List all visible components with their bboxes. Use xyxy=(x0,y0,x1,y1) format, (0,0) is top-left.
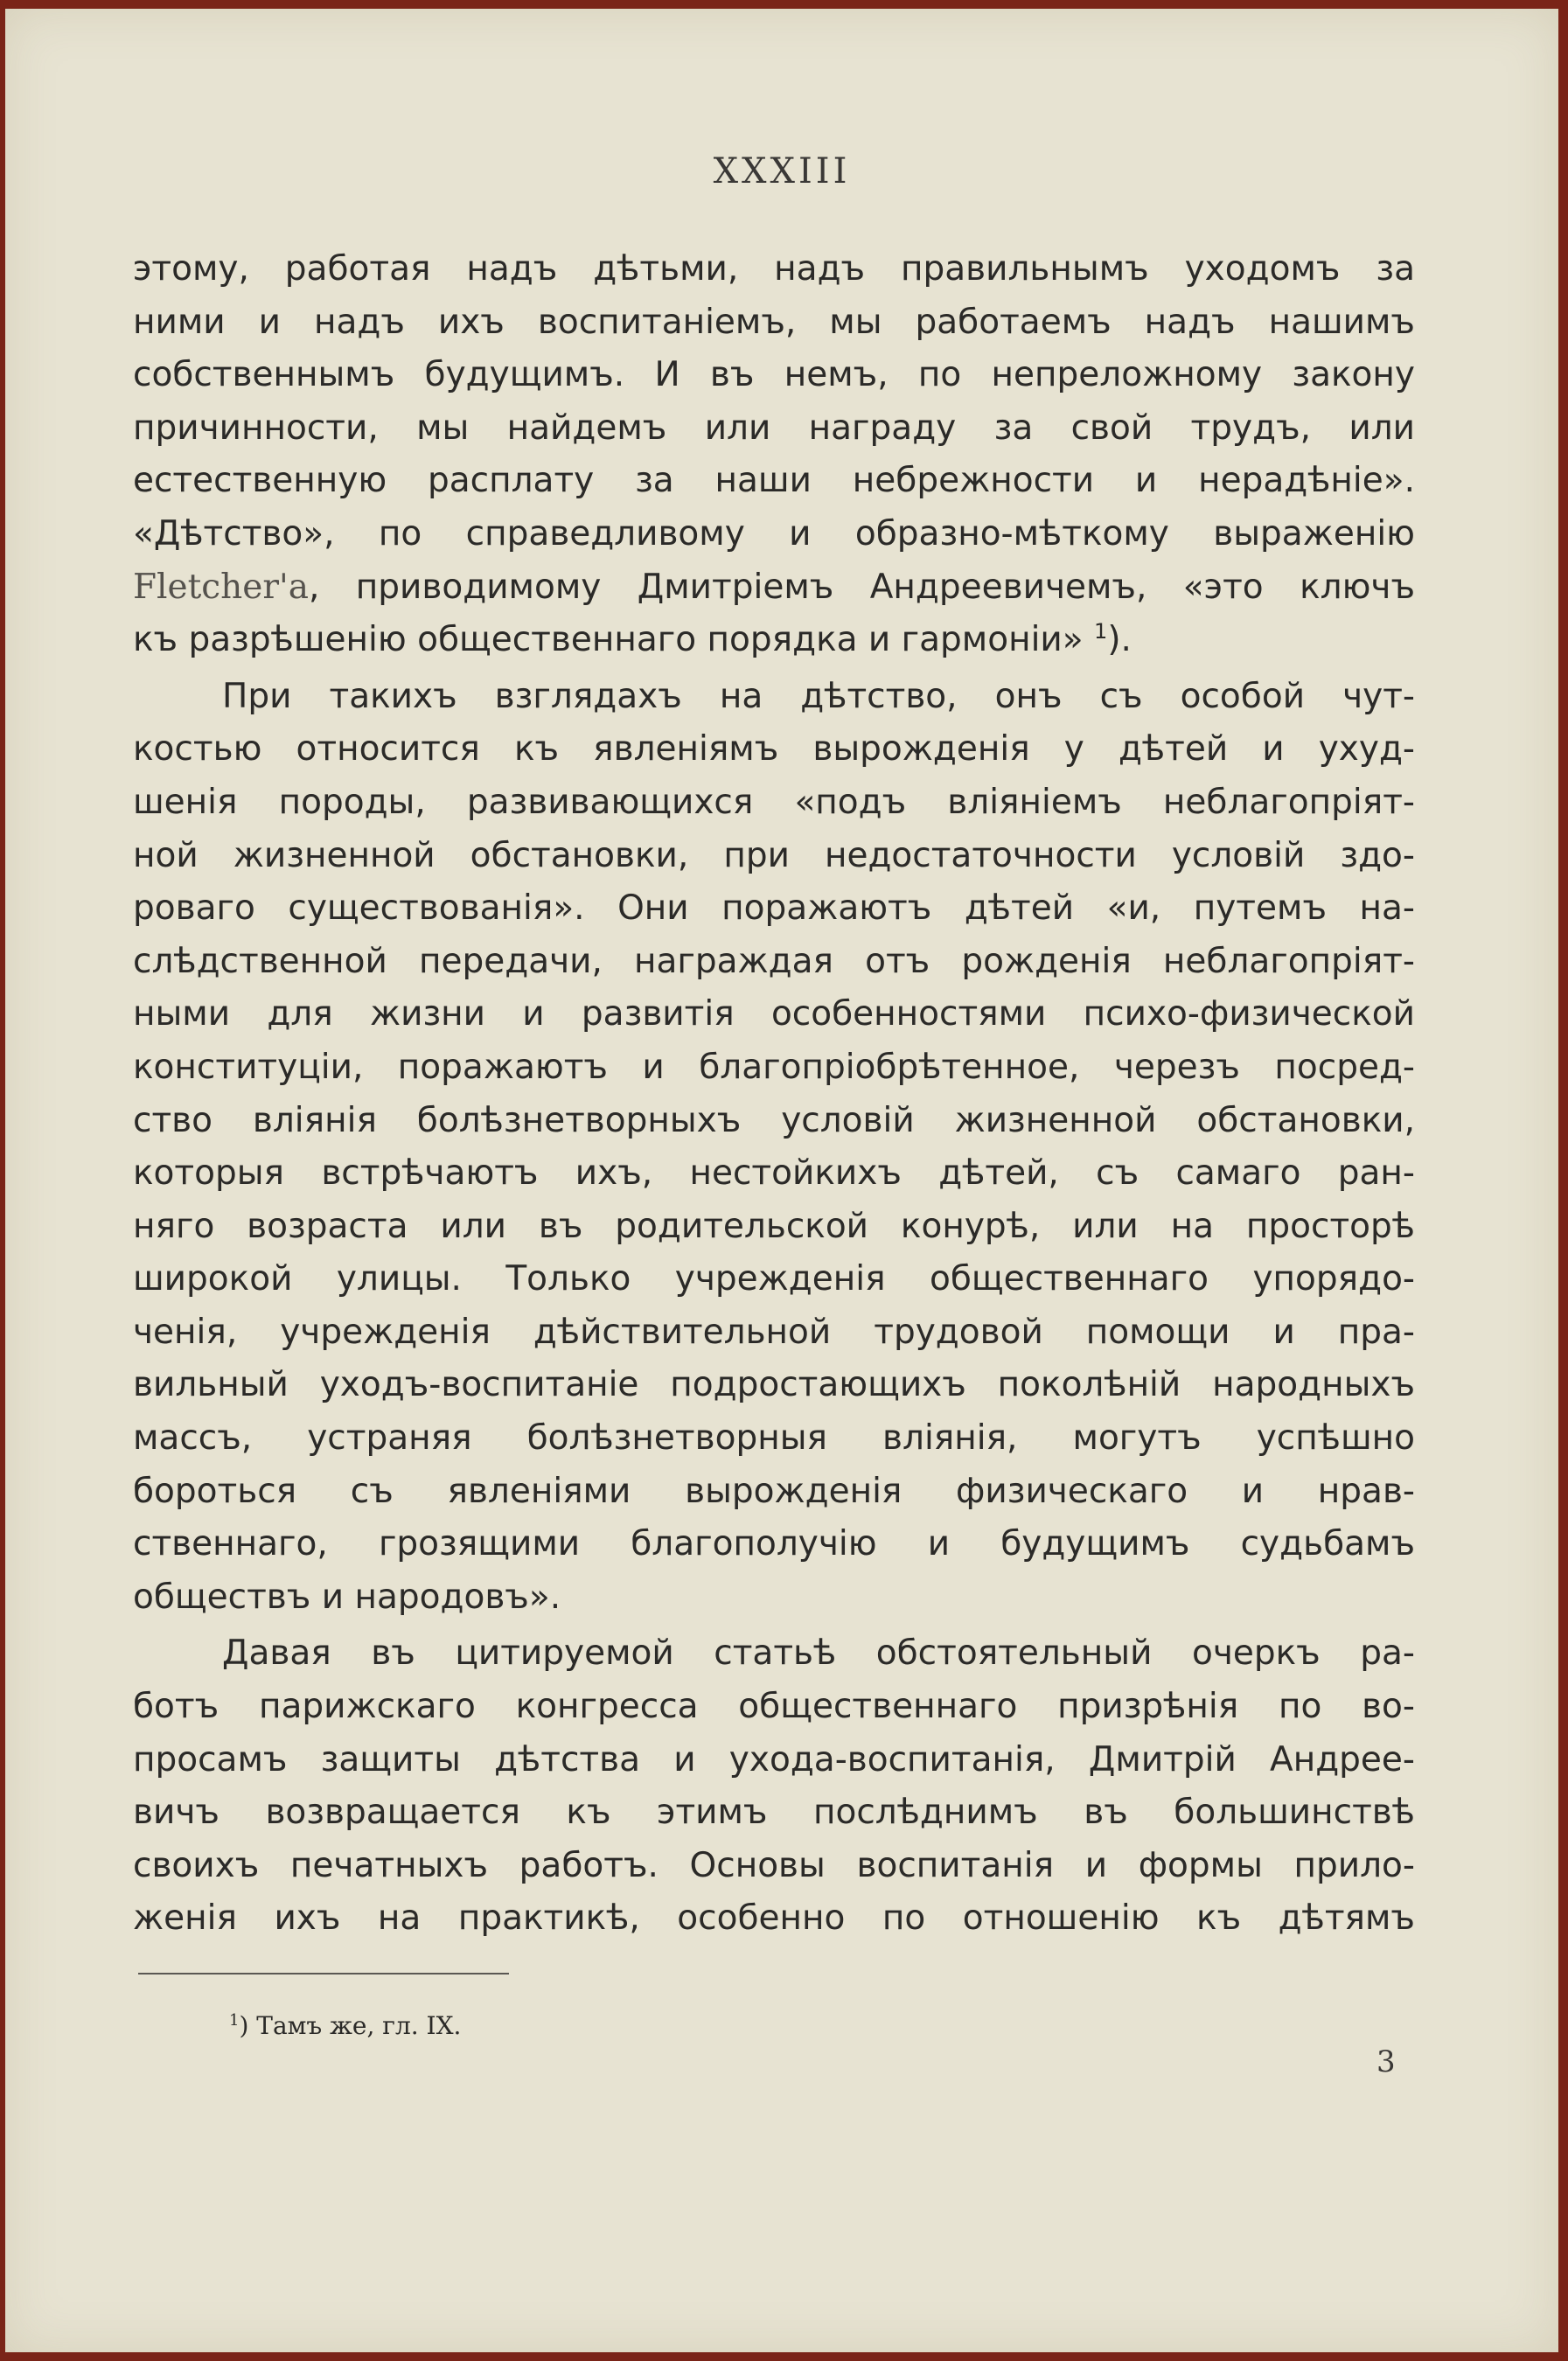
text-line xyxy=(133,614,1415,667)
fletcher-name: Fletcher'а xyxy=(133,567,309,607)
text-line: просамъ защиты дѣтства и ухода-воспитанiя, Дмитрiй Андрее- xyxy=(133,1739,1415,1779)
text-line: причинности, мы найдемъ или награду за свой трудъ, или xyxy=(133,407,1415,448)
text-line: своихъ печатныхъ работъ. Основы воспитанiя и формы прило- xyxy=(133,1845,1415,1885)
text-fragment: , приводимому Дмитрiемъ Андреевичемъ, «это ключъ xyxy=(308,567,1415,607)
paragraph-2 xyxy=(133,671,1415,1625)
text-line: вичъ возвращается къ этимъ послѣднимъ въ большинствѣ xyxy=(133,1793,1415,1833)
text-line: ными для жизни и развитiя особенностями психо-физической xyxy=(133,994,1415,1034)
text-fragment: ). xyxy=(1107,620,1132,660)
text-line: конституцiи, поражаютъ и благопрiобрѣтенное, черезъ посред- xyxy=(133,1047,1415,1087)
text-fragment: къ разрѣшенiю общественнаго порядка и гармонiи» xyxy=(133,620,1084,660)
footnote-divider xyxy=(138,1973,509,1974)
paragraph-1 xyxy=(133,243,1415,667)
paragraph-3 xyxy=(133,1627,1415,1946)
text-line: При такихъ взглядахъ на дѣтство, онъ съ особой чут- xyxy=(222,676,1415,716)
text-line: широкой улицы. Только учрежденiя общественнаго упорядо- xyxy=(133,1259,1415,1299)
text-line: няго возраста или въ родительской конурѣ, или на просторѣ xyxy=(133,1206,1415,1246)
text-line: ними и надъ ихъ воспитанiемъ, мы работаемъ надъ нашимъ xyxy=(133,302,1415,342)
text-line: шенiя породы, развивающихся «подъ влiянiемъ неблагопрiят- xyxy=(133,782,1415,822)
text-line: «Дѣтство», по справедливому и образно-мѣткому выраженiю xyxy=(133,513,1415,554)
book-page xyxy=(5,9,1558,2352)
text-line: ственнаго, грозящими благополучiю и будущимъ судьбамъ xyxy=(133,1524,1415,1564)
text-line: этому, работая надъ дѣтьми, надъ правильнымъ уходомъ за xyxy=(133,249,1415,289)
text-line: ботъ парижскаго конгресса общественнаго призрѣнiя по во- xyxy=(133,1687,1415,1727)
text-line: Давая въ цитируемой статьѣ обстоятельный очеркъ ра- xyxy=(222,1633,1415,1674)
footnote-text: ) Тамъ же, гл. IX. xyxy=(239,2011,462,2040)
text-line: которыя встрѣчаютъ ихъ, нестойкихъ дѣтей, съ самаго ран- xyxy=(133,1153,1415,1194)
text-line: слѣдственной передачи, награждая отъ рожденiя неблагопрiят- xyxy=(133,941,1415,981)
text-line: массъ, устраняя болѣзнетворныя влiянiя, могутъ успѣшно xyxy=(133,1418,1415,1459)
footnote-reference: 1 xyxy=(1094,619,1108,644)
text-line: собственнымъ будущимъ. И въ немъ, по непреложному закону xyxy=(133,355,1415,395)
page-number: 3 xyxy=(1376,2044,1396,2079)
text-line: женiя ихъ на практикѣ, особенно по отношенiю къ дѣтямъ xyxy=(133,1898,1415,1939)
footnote-marker: 1 xyxy=(229,2011,240,2030)
text-line: ной жизненной обстановки, при недостаточности условiй здо- xyxy=(133,835,1415,875)
text-line: бороться съ явленiями вырожденiя физическаго и нрав- xyxy=(133,1471,1415,1511)
footnote xyxy=(229,2011,461,2040)
text-line: роваго существованiя». Они поражаютъ дѣтей «и, путемъ на- xyxy=(133,888,1415,929)
text-line: вильный уходъ-воспитанiе подростающихъ поколѣнiй народныхъ xyxy=(133,1365,1415,1405)
text-line: костью относится къ явленiямъ вырожденiя у дѣтей и ухуд- xyxy=(133,729,1415,770)
text-line: естественную расплату за наши небрежности и нерадѣнiе». xyxy=(133,461,1415,501)
text-line: ство влiянiя болѣзнетворныхъ условiй жизненной обстановки, xyxy=(133,1100,1415,1140)
text-line xyxy=(133,561,1415,615)
text-line: ченiя, учрежденiя дѣйствительной трудовой помощи и пра- xyxy=(133,1312,1415,1352)
page-header-roman-numeral: XXXIII xyxy=(713,151,851,192)
body-text xyxy=(133,243,1415,1946)
text-line: обществъ и народовъ». xyxy=(133,1577,561,1617)
